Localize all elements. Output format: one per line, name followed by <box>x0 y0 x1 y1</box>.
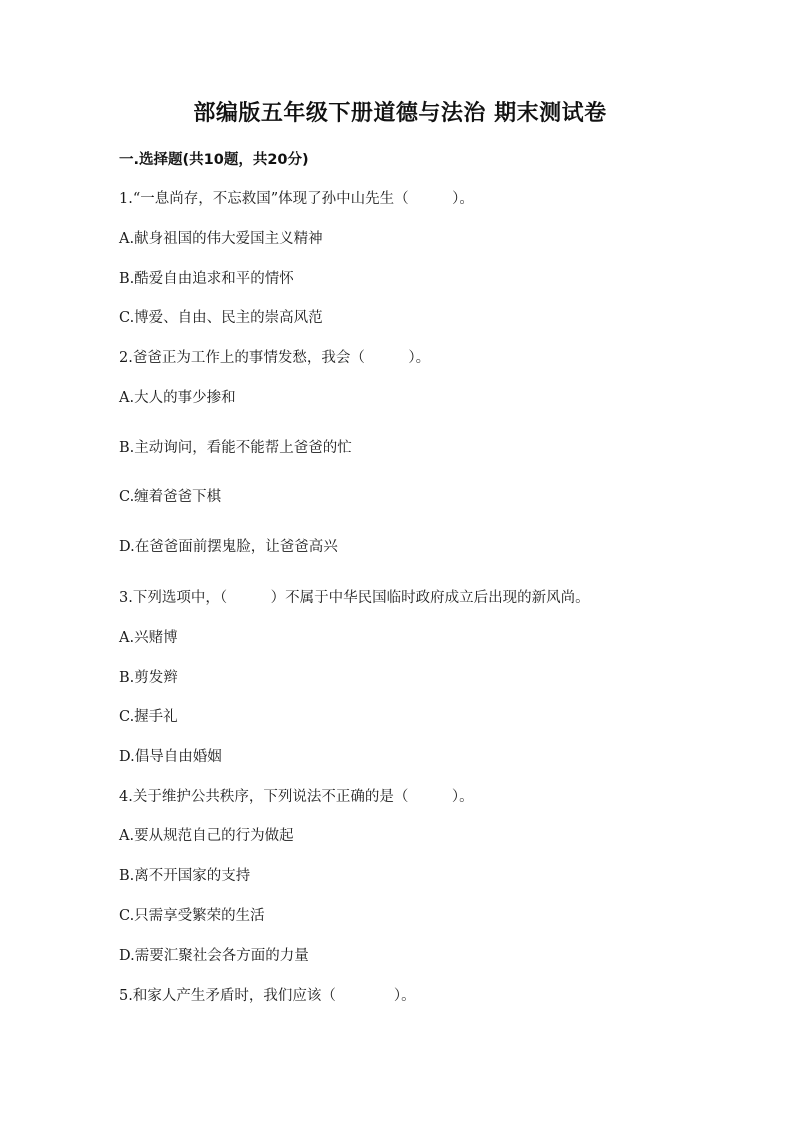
question-1-option-b: B.酷爱自由追求和平的情怀 <box>119 271 294 287</box>
question-3-option-c: C.握手礼 <box>119 709 178 725</box>
question-3-option-d: D.倡导自由婚姻 <box>119 749 222 765</box>
question-2-option-a: A.大人的事少掺和 <box>119 390 236 406</box>
question-1-stem: 1.“一息尚存，不忘救国”体现了孙中山先生（ ）。 <box>119 191 474 207</box>
question-2-option-d: D.在爸爸面前摆鬼脸，让爸爸高兴 <box>119 539 338 555</box>
question-2-option-c: C.缠着爸爸下棋 <box>119 489 222 505</box>
question-4-option-a: A.要从规范自己的行为做起 <box>119 828 294 844</box>
question-4-option-d: D.需要汇聚社会各方面的力量 <box>119 948 309 964</box>
question-2-stem: 2.爸爸正为工作上的事情发愁，我会（ ）。 <box>119 350 431 366</box>
question-5-stem: 5.和家人产生矛盾时，我们应该（ ）。 <box>119 988 416 1004</box>
section-heading: 一.选择题(共10题，共20分) <box>119 152 309 168</box>
question-3-option-a: A.兴赌博 <box>119 630 178 646</box>
question-2-option-b: B.主动询问，看能不能帮上爸爸的忙 <box>119 440 352 456</box>
question-1-option-c: C.博爱、自由、民主的崇高风范 <box>119 310 323 326</box>
question-4-option-b: B.离不开国家的支持 <box>119 868 251 884</box>
question-1-option-a: A.献身祖国的伟大爱国主义精神 <box>119 231 323 247</box>
question-3-option-b: B.剪发辫 <box>119 670 178 686</box>
question-4-stem: 4.关于维护公共秩序，下列说法不正确的是（ ）。 <box>119 789 474 805</box>
question-4-option-c: C.只需享受繁荣的生活 <box>119 908 265 924</box>
page-title: 部编版五年级下册道德与法治 期末测试卷 <box>193 101 607 126</box>
question-3-stem: 3.下列选项中，（ ）不属于中华民国临时政府成立后出现的新风尚。 <box>119 590 590 606</box>
